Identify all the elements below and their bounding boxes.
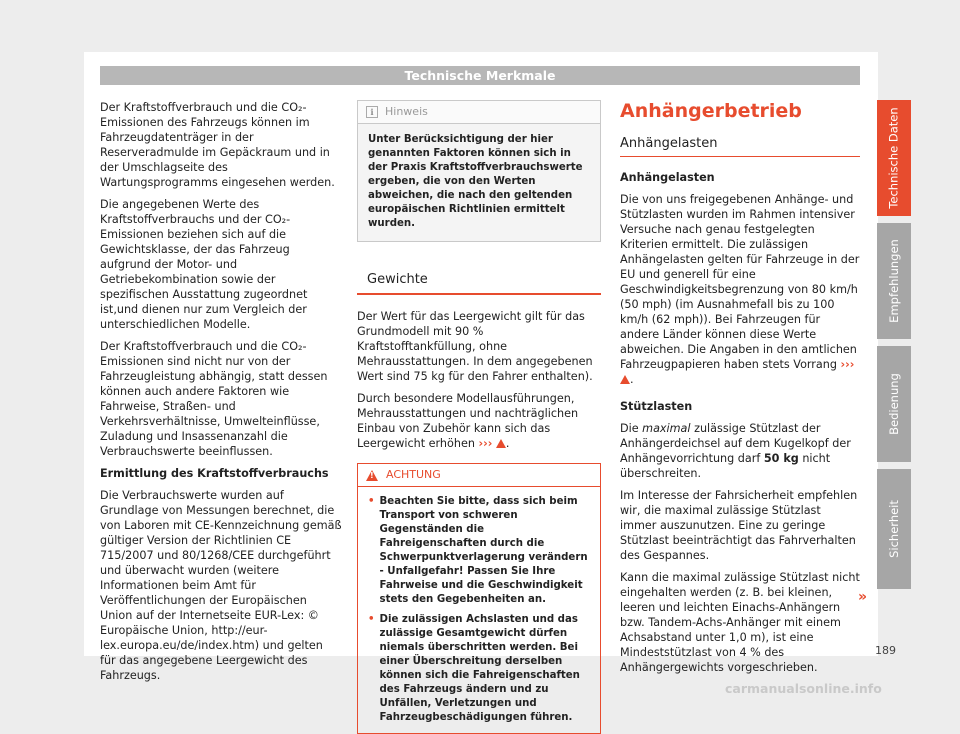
note-header <box>358 101 600 124</box>
warning-text: Die zulässigen Achslasten und das zulässige Gesamtgewicht dürfen niemals überschritten werden. Bei einer Überschreitung derselben können sich die Fahreigenschaften des Fahrzeugs ändern und zu Unfällen, Verletzungen und Fahrzeugbeschädigungen führen. <box>379 614 580 723</box>
subheading: Anhängelasten <box>620 171 715 184</box>
bullet-icon: • <box>368 496 375 507</box>
warning-label: ACHTUNG <box>386 468 441 481</box>
paragraph: Der Kraftstoffverbrauch und die CO₂-Emissionen sind nicht nur von der Fahrzeugleistung abhängig, statt dessen können auch andere Faktoren wie Fahrweise, Straßen- und Verkehrsverhältnisse, Umwelteinflüsse, Zuladung und Insassenanzahl die Verbrauchswerte beeinflussen. <box>100 340 328 458</box>
paragraph: Im Interesse der Fahrsicherheit empfehlen wir, die maximal zulässige Stützlast immer auszunutzen. Eine zu geringe Stützlast beeinträchtigt das Fahrverhalten des Gespannes. <box>620 489 858 562</box>
paragraph-text: zulässige Stützlast der Anhängerdeichsel auf dem Kugelkopf der Anhängevorrichtung darf <box>620 422 851 465</box>
emphasis-text: maximal <box>642 422 691 435</box>
tab-bedienung[interactable] <box>877 346 911 462</box>
bullet-icon: • <box>368 614 375 625</box>
reference-arrow[interactable]: ››› <box>478 437 493 450</box>
column-left <box>100 100 342 690</box>
tab-label: Sicherheit <box>887 500 901 558</box>
column-middle <box>357 100 601 734</box>
tab-label: Empfehlungen <box>887 239 901 323</box>
section-heading-gewichte: Gewichte <box>357 267 601 295</box>
paragraph <box>620 421 860 481</box>
warning-icon <box>496 439 506 448</box>
warning-body <box>358 487 600 733</box>
gewichte-section <box>357 309 601 451</box>
paragraph: Der Wert für das Leergewicht gilt für das Grundmodell mit 90 % Kraftstofftankfüllung, ohne Mehrausstattungen. In dem angegebenen Wert sind 75 kg für den Fahrer enthalten). <box>357 310 593 383</box>
warning-item <box>368 613 590 725</box>
note-box <box>357 100 601 242</box>
paragraph-text: Die <box>620 422 643 435</box>
warning-item <box>368 495 590 607</box>
paragraph: Durch besondere Modellausführungen, Mehrausstattungen und nachträglichen Einbau von Zubehör kann sich das Leergewicht erhöhen ››› . <box>357 392 579 450</box>
anhaenger-body <box>620 170 860 675</box>
note-text: Unter Berücksichtigung der hier genannten Faktoren können sich in der Praxis Kraftstoffverbrauchswerte ergeben, die von den Werten abweichen, die nach den geltenden europäischen Richtlinien ermittelt wurden. <box>358 124 600 241</box>
warning-header <box>358 464 600 487</box>
tab-sicherheit[interactable] <box>877 469 911 589</box>
info-icon: i <box>366 106 378 118</box>
tab-technische-daten[interactable] <box>877 100 911 216</box>
section-subtitle: Anhängelasten <box>620 136 860 157</box>
paragraph-text: Durch besondere Modellausführungen, Mehrausstattungen und nachträglichen Einbau von Zubehör kann sich das Leergewicht erhöhen <box>357 392 579 450</box>
warning-box <box>357 463 601 734</box>
subheading: Ermittlung des Kraftstoffverbrauchs <box>100 467 329 480</box>
watermark: carmanualsonline.info <box>725 681 882 696</box>
paragraph: Die Verbrauchswerte wurden auf Grundlage von Messungen berechnet, die von Laboren mit CE-Kennzeichnung gemäß gültiger Version der Richtlinien CE 715/2007 und 80/1268/CEE durchgeführt und überwacht wurden (weitere Informationen beim Amt für Veröffentlichungen der Europäischen Union auf der Internetseite EUR-Lex: © Europäische Union, http://eur-lex.europa.eu/de/index.htm) und gelten für das angegebene Leergewicht des Fahrzeugs. <box>100 489 342 682</box>
reference-arrow[interactable]: ››› <box>840 358 855 371</box>
column-right <box>620 100 860 682</box>
warning-icon <box>620 375 630 384</box>
continue-arrow-icon: » <box>858 589 868 605</box>
subheading: Stützlasten <box>620 400 693 413</box>
tab-label: Technische Daten <box>887 107 902 209</box>
page-header: Technische Merkmale <box>100 66 860 85</box>
page-number: 189 <box>875 644 896 657</box>
tab-label: Bedienung <box>887 373 902 435</box>
warning-text: Beachten Sie bitte, dass sich beim Transport von schweren Gegenständen die Fahreigenschaften durch die Schwerpunktverlagerung verändern - Unfallgefahr! Passen Sie Ihre Fahrweise und die Geschwindigkeit stets den Gegebenheiten an. <box>379 496 588 605</box>
strong-text: 50 kg <box>763 452 799 465</box>
paragraph: Kann die maximal zulässige Stützlast nicht eingehalten werden (z. B. bei kleinen, leeren und leichten Einachs-Anhängern bzw. Tandem-Achs-Anhänger mit einem Achsabstand unter 1,0 m), ist eine Mindeststützlast von 4 % des Anhängergewichts vorgeschrieben. <box>620 571 860 674</box>
paragraph: Der Kraftstoffverbrauch und die CO₂-Emissionen des Fahrzeugs können im Fahrzeugdatenträger in der Reserveradmulde im Gepäckraum und in der Umschlagseite des Wartungsprogramms eingesehen werden. <box>100 101 335 189</box>
paragraph-text: nicht überschreiten. <box>620 452 831 480</box>
paragraph: Die angegebenen Werte des Kraftstoffverbrauchs und der CO₂-Emissionen beziehen sich auf die Gewichtsklasse, der das Fahrzeug aufgrund der Motor- und Getriebekombination sowie der spezifischen Ausstattung zugeordnet ist,und dienen nur zum Vergleich der unterschiedlichen Modelle. <box>100 198 308 331</box>
paragraph: Die von uns freigegebenen Anhänge- und Stützlasten wurden im Rahmen intensiver Versuche nach genau festgelegten Kriterien ermittelt. Die zulässigen Anhängelasten gelten für Fahrzeuge in der EU und generell für eine Geschwindigkeitsbegrenzung von 80 km/h (50 mph) (im Ausnahmefall bis zu 100 km/h (62 mph)). Bei Fahrzeugen für andere Länder können diese Werte abweichen. Die Angaben in den amtlichen Fahrzeugpapieren haben stets Vorrang ››› . <box>620 193 860 386</box>
note-label: Hinweis <box>385 105 428 118</box>
tab-empfehlungen[interactable] <box>877 223 911 339</box>
paragraph-text: Die von uns freigegebenen Anhänge- und Stützlasten wurden im Rahmen intensiver Versuche nach genau festgelegten Kriterien ermittelt. Die zulässigen Anhängelasten gelten für Fahrzeuge in der EU und generell für eine Geschwindigkeitsbegrenzung von 80 km/h (50 mph) (im Ausnahmefall bis zu 100 km/h (62 mph)). Bei Fahrzeugen für andere Länder können diese Werte abweichen. Die Angaben in den amtlichen Fahrzeugpapieren haben stets Vorrang <box>620 193 860 371</box>
section-title: Anhängerbetrieb <box>620 100 802 122</box>
warning-icon <box>366 470 378 481</box>
